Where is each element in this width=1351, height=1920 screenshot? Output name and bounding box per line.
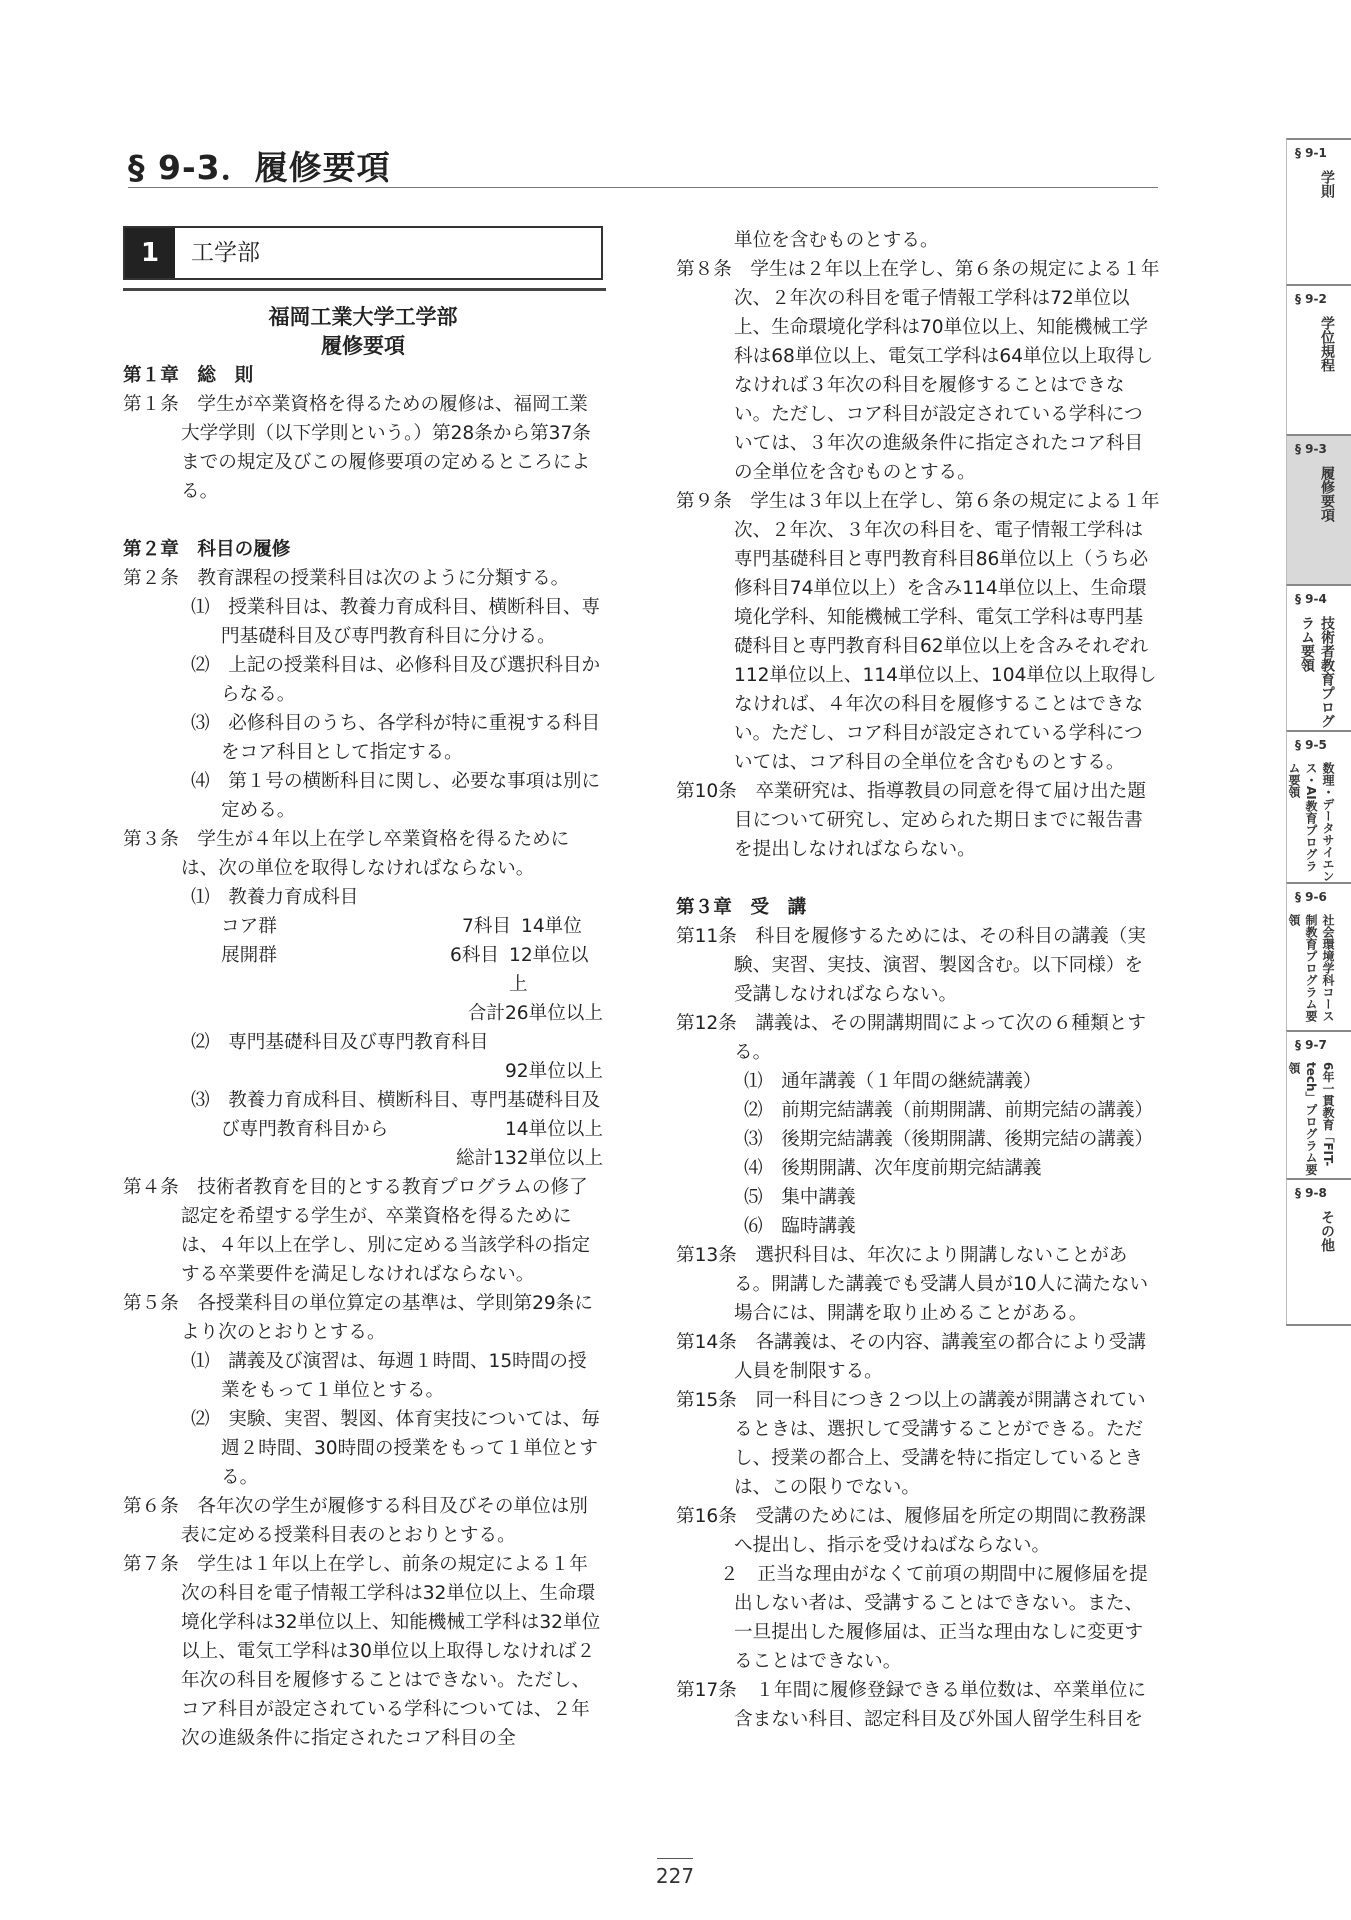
article-16-paragraph-2: ２ 正当な理由がなくて前項の期間中に履修届を提出しない者は、受講することはできない。また、一旦提出した履修届は、正当な理由なしに変更することはできない。 (720, 1564, 1148, 1672)
article-5-item-2: ⑵ 実験、実習、製図、体育実技については、毎週２時間、30時間の授業をもって１単位とする。 (191, 1409, 600, 1488)
article-2-item-1: ⑴ 授業科目は、教養力育成科目、横断科目、専門基礎科目及び専門教育科目に分ける。 (191, 597, 601, 647)
article-12-item-2: ⑵ 前期完結講義（前期開講、前期完結の講義） (744, 1100, 1154, 1121)
article-5-item-1: ⑴ 講義及び演習は、毎週１時間、15時間の授業をもって１単位とする。 (191, 1351, 587, 1401)
title-divider (128, 187, 1158, 188)
article-12-item-6: ⑹ 臨時講義 (744, 1216, 856, 1237)
page-number-rule (657, 1858, 693, 1859)
article-3: 第３条 学生が４年以上在学し卒業資格を得るためには、次の単位を取得しなければならない。 (123, 829, 570, 879)
article-1: 第１条 学生が卒業資格を得るための履修は、福岡工業大学学則（以下学則という。）第28条から第37条までの規定及びこの履修要項の定めるところによる。 (123, 394, 591, 502)
tab-9-8[interactable]: § 9-8 その他 (1286, 1178, 1351, 1324)
article-2-item-4: ⑷ 第１号の横断科目に関し、必要な事項は別に定める。 (191, 771, 601, 821)
article-6: 第６条 各年次の学生が履修する科目及びその単位は別表に定める授業科目表のとおりとする。 (123, 1496, 588, 1546)
article-3-item-1: ⑴ 教養力育成科目 (191, 887, 359, 908)
credits-row-core: コア群 7科目 14単位 (221, 916, 582, 937)
article-7: 第７条 学生は１年以上在学し、前条の規定による１年次の科目を電子情報工学科は32単位以上、生命環境化学科は32単位以上、知能機械工学科は32単位以上、電気工学科は30単位以上取得しなければ２年次の科目を履修することはできない。ただし、コア科目が設定されている学科については、２年次の進級条件に指定されたコア科目の全 (123, 1554, 601, 1749)
article-3-item-3: ⑶ 教養力育成科目、横断科目、専門基礎科目及 (191, 1090, 601, 1111)
article-12: 第12条 講義は、その開講期間によって次の６種類とする。 (676, 1013, 1146, 1063)
article-12-item-4: ⑷ 後期開講、次年度前期完結講義 (744, 1158, 1042, 1179)
tab-9-2[interactable]: § 9-2 学位規程 (1286, 284, 1351, 434)
chapter-2-heading: 第２章 科目の履修 (123, 539, 291, 560)
article-5: 第５条 各授業科目の単位算定の基準は、学則第29条により次のとおりとする。 (123, 1293, 593, 1343)
credits-specialized: 92単位以上 (504, 1061, 603, 1082)
article-16: 第16条 受講のためには、履修届を所定の期間に教務課へ提出し、指示を受けねばならない。 (676, 1506, 1146, 1556)
article-2: 第２条 教育課程の授業科目は次のように分類する。 (123, 568, 570, 589)
section-index-tabs (1286, 138, 1351, 1326)
chapter-3-heading: 第３章 受 講 (676, 897, 807, 918)
article-12-item-5: ⑸ 集中講義 (744, 1187, 856, 1208)
tab-9-4[interactable]: § 9-4 技術者教育プログラム要領 (1286, 584, 1351, 730)
section-name: 工学部 (191, 239, 260, 266)
article-17: 第17条 １年間に履修登録できる単位数は、卒業単位に含まない科目、認定科目及び外国人留学生科目を (676, 1680, 1146, 1730)
article-7-continued: 単位を含むものとする。 (734, 230, 939, 251)
article-8: 第８条 学生は２年以上在学し、第６条の規定による１年次、２年次の科目を電子情報工学科は72単位以上、生命環境化学科は70単位以上、知能機械工学科は68単位以上、電気工学科は64単位以上取得しなければ３年次の科目を履修することはできない。ただし、コア科目が設定されている学科については、３年次の進級条件に指定されたコア科目の全単位を含むものとする。 (676, 259, 1160, 483)
page-number: 227 (655, 1864, 695, 1888)
article-2-item-2: ⑵ 上記の授業科目は、必修科目及び選択科目からなる。 (191, 655, 601, 705)
section-heading-box (123, 226, 603, 280)
article-3-item-2: ⑵ 専門基礎科目及び専門教育科目 (191, 1032, 489, 1053)
right-column (676, 226, 1161, 1734)
tab-9-7[interactable]: § 9-7 6年一貫教育「FIT-tech」プログラム要領 (1286, 1030, 1351, 1178)
article-14: 第14条 各講義は、その内容、講義室の都合により受講人員を制限する。 (676, 1332, 1146, 1382)
tab-9-5[interactable]: § 9-5 数理・データサイエンス・AI教育プログラム要領 (1286, 730, 1351, 882)
doc-title-rule (123, 288, 606, 291)
tabs-end-rule (1286, 1324, 1351, 1326)
credits-total: 総計132単位以上 (455, 1148, 603, 1169)
doc-title: 福岡工業大学工学部 履修要項 (268, 305, 458, 358)
credits-row-dev: 展開群 6科目 12単位以上 (221, 945, 589, 995)
section-number: 1 (125, 228, 175, 278)
tab-9-6[interactable]: § 9-6 社会環境学科コース制教育プログラム要領 (1286, 882, 1351, 1030)
article-12-item-3: ⑶ 後期完結講義（後期開講、後期完結の講義） (744, 1129, 1154, 1150)
credits-row-3: び専門教育科目から 14単位以上 (221, 1119, 603, 1140)
article-2-item-3: ⑶ 必修科目のうち、各学科が特に重視する科目をコア科目として指定する。 (191, 713, 601, 763)
page-title: § 9-3．履修要項 (128, 148, 391, 187)
chapter-1-heading: 第１章 総 則 (123, 365, 254, 386)
article-12-item-1: ⑴ 通年講義（１年間の継続講義） (744, 1071, 1042, 1092)
article-4: 第４条 技術者教育を目的とする教育プログラムの修了認定を希望する学生が、卒業資格を得るためには、４年以上在学し、別に定める当該学科の指定する卒業要件を満足しなければならない。 (123, 1177, 591, 1285)
tab-9-3[interactable]: § 9-3 履修要項 (1286, 434, 1351, 584)
credits-subtotal: 合計26単位以上 (467, 1003, 603, 1024)
left-column (123, 226, 603, 1753)
article-10: 第10条 卒業研究は、指導教員の同意を得て届け出た題目について研究し、定められた期日までに報告書を提出しなければならない。 (676, 781, 1146, 860)
article-11: 第11条 科目を履修するためには、その科目の講義（実験、実習、実技、演習、製図含む。以下同様）を受講しなければならない。 (676, 926, 1146, 1005)
article-15: 第15条 同一科目につき２つ以上の講義が開講されているときは、選択して受講することができる。ただし、授業の都合上、受講を特に指定しているときは、この限りでない。 (676, 1390, 1146, 1498)
article-13: 第13条 選択科目は、年次により開講しないことがある。開講した講義でも受講人員が10人に満たない場合には、開講を取り止めることがある。 (676, 1245, 1149, 1324)
tab-9-1[interactable]: § 9-1 学則 (1286, 138, 1351, 284)
article-9: 第９条 学生は３年以上在学し、第６条の規定による１年次、２年次、３年次の科目を、電子情報工学科は専門基礎科目と専門教育科目86単位以上（うち必修科目74単位以上）を含み114単位以上、生命環境化学科、知能機械工学科、電気工学科は専門基礎科目と専門教育科目62単位以上を含みそれぞれ112単位以上、114単位以上、104単位以上取得しなければ、４年次の科目を履修することはできない。ただし、コア科目が設定されている学科については、コア科目の全単位を含むものとする。 (676, 491, 1160, 773)
